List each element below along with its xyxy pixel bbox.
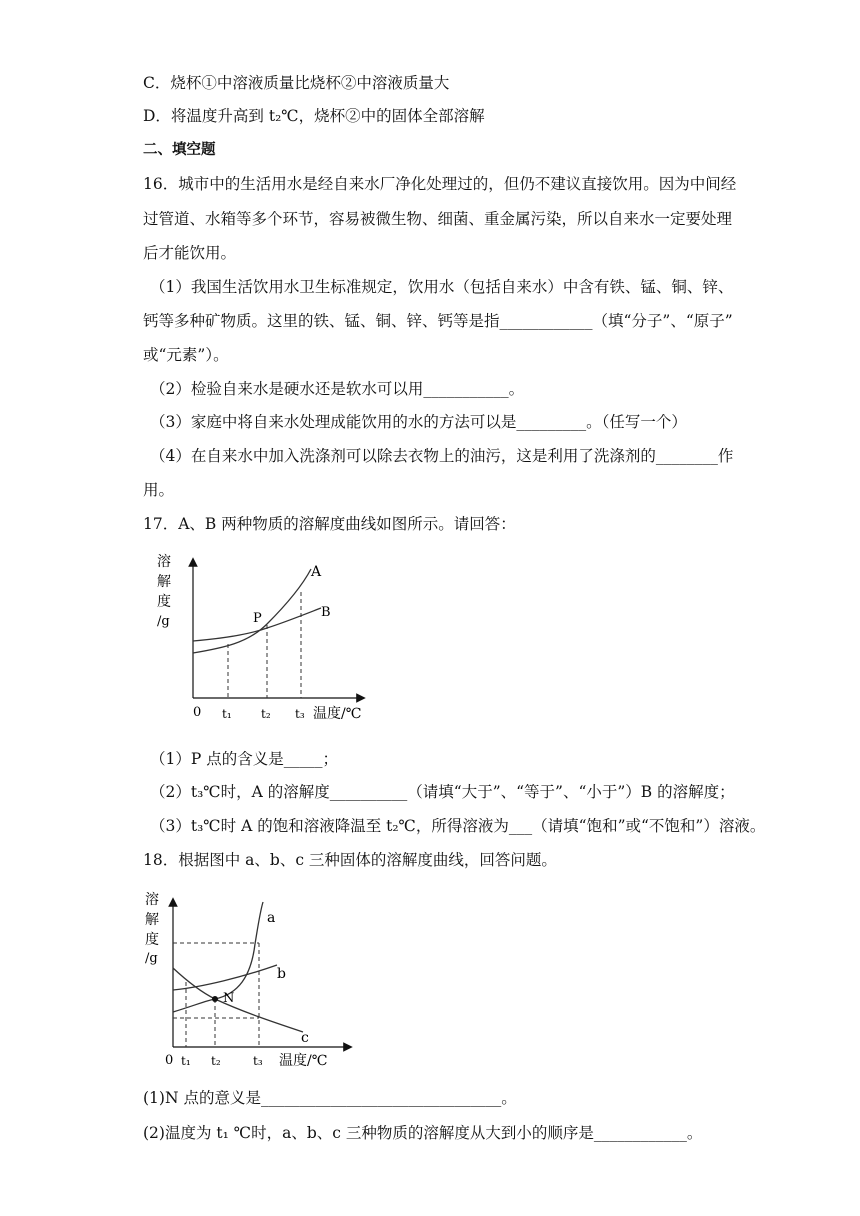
point-p: P [253, 611, 262, 626]
q18-sub2: (2)温度为 t₁ ℃时，a、b、c 三种物质的溶解度从大到小的顺序是____________。 [143, 1124, 703, 1142]
tick-t3: t₃ [253, 1054, 263, 1068]
tick-t1: t₁ [222, 707, 232, 721]
q16-text-2: 过管道、水箱等多个环节，容易被微生物、细菌、重金属污染，所以自来水一定要处理 [143, 210, 733, 228]
tick-t2: t₂ [261, 707, 271, 721]
ylabel-2: 解 [145, 912, 159, 928]
ylabel-1: 溶 [145, 892, 159, 908]
q17-sub2: （2）t₃℃时，A 的溶解度__________（请填“大于”、“等于”、“小于”）B 的溶解度； [150, 783, 735, 801]
q16-text-3: 后才能饮用。 [143, 244, 237, 262]
q16-sub3: （3）家庭中将自来水处理成能饮用的水的方法可以是_________。（任写一个） [150, 413, 687, 431]
q16-text-1: 16．城市中的生活用水是经自来水厂净化处理过的，但仍不建议直接饮用。因为中间经 [143, 175, 737, 193]
q17-sub3: （3）t₃℃时 A 的饱和溶液降温至 t₂℃，所得溶液为___（请填“饱和”或“不饱和”）溶液。 [150, 817, 766, 835]
ylabel-2: 解 [157, 574, 171, 590]
q16-sub1-line1: （1）我国生活饮用水卫生标准规定，饮用水（包括自来水）中含有铁、锰、铜、锌、 [150, 278, 734, 296]
tick-t3: t₃ [295, 707, 305, 721]
ylabel-4: /g [157, 614, 170, 629]
ylabel-3: 度 [145, 932, 159, 948]
solubility-figure-2 [143, 882, 383, 1072]
origin-label: 0 [193, 705, 202, 720]
label-a: a [267, 910, 276, 926]
q16-sub1-line3: 或“元素”）。 [143, 346, 229, 364]
q17-text: 17．A、B 两种物质的溶解度曲线如图所示。请回答： [143, 515, 516, 533]
q18-text: 18．根据图中 a、b、c 三种固体的溶解度曲线，回答问题。 [143, 851, 557, 869]
section-heading: 二、填空题 [143, 142, 216, 158]
q18-sub1: (1)N 点的意义是_______________________________。 [143, 1089, 517, 1107]
curve-a [193, 569, 311, 653]
option-c: C．烧杯①中溶液质量比烧杯②中溶液质量大 [143, 74, 450, 92]
ylabel-1: 溶 [157, 554, 171, 570]
ylabel-4: /g [145, 951, 158, 966]
option-d: D．将温度升高到 t₂℃，烧杯②中的固体全部溶解 [143, 107, 485, 125]
q16-sub4-line2: 用。 [143, 481, 175, 499]
tick-t1: t₁ [181, 1054, 191, 1068]
origin-label: 0 [165, 1053, 174, 1068]
q16-sub2: （2）检验自来水是硬水还是软水可以用___________。 [150, 380, 525, 398]
label-b: B [321, 605, 331, 620]
xlabel: 温度/℃ [279, 1053, 328, 1069]
q16-sub4-line1: （4）在自来水中加入洗涤剂可以除去衣物上的油污，这是利用了洗涤剂的________作 [150, 447, 734, 465]
curve-a [173, 902, 263, 1012]
point-n: N [223, 991, 235, 1006]
q17-sub1: （1）P 点的含义是_____； [150, 750, 338, 768]
solubility-figure-1 [143, 548, 383, 728]
label-a: A [311, 564, 322, 580]
xlabel: 温度/℃ [313, 706, 362, 722]
label-b: b [277, 966, 286, 982]
curve-b [173, 965, 277, 990]
label-c: c [301, 1030, 309, 1046]
ylabel-3: 度 [157, 594, 171, 610]
tick-t2: t₂ [211, 1054, 221, 1068]
q16-sub1-line2: 钙等多种矿物质。这里的铁、锰、铜、锌、钙等是指____________（填“分子”、“原子” [143, 312, 733, 330]
